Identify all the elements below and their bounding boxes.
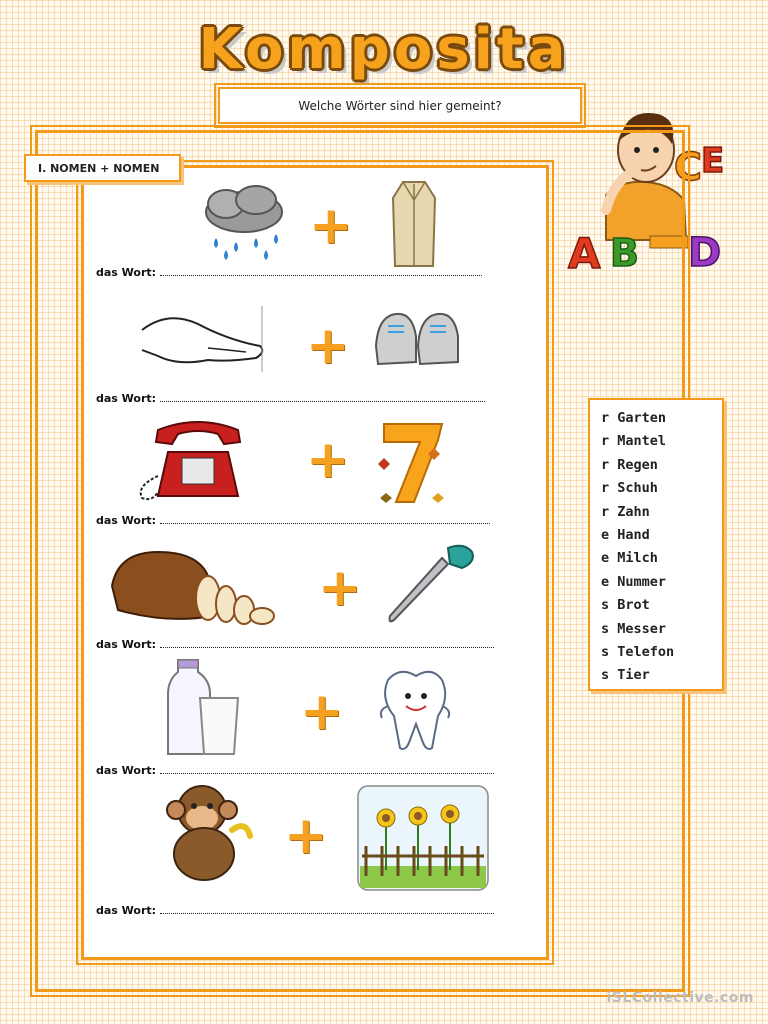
word-list-item: r Mantel <box>601 433 667 450</box>
answer-line <box>96 764 494 777</box>
shoes-icon <box>372 306 462 370</box>
answer-blank[interactable] <box>160 647 494 648</box>
plus-sign: + <box>318 558 362 618</box>
word-list-item: e Hand <box>601 527 650 544</box>
page-title: Komposita <box>198 17 570 82</box>
word-list-item: e Milch <box>601 550 658 567</box>
exercise-row <box>84 542 546 652</box>
answer-blank[interactable] <box>160 913 494 914</box>
svg-text:B: B <box>610 231 639 275</box>
word-list-item: s Tier <box>601 667 650 684</box>
word-list-item: s Telefon <box>601 644 675 661</box>
answer-label: das Wort: <box>96 266 157 279</box>
instruction-text: Welche Wörter sind hier gemeint? <box>298 98 502 113</box>
plus-sign: + <box>306 430 350 490</box>
svg-text:A: A <box>568 229 601 278</box>
answer-line <box>96 638 494 651</box>
answer-label: das Wort: <box>96 764 157 777</box>
answer-label: das Wort: <box>96 392 157 405</box>
exercise-row <box>84 298 546 408</box>
plus-sign: + <box>306 316 350 376</box>
answer-label: das Wort: <box>96 904 157 917</box>
svg-text:C: C <box>674 145 702 189</box>
plus-sign: + <box>284 806 328 866</box>
answer-line <box>96 514 490 527</box>
answer-label: das Wort: <box>96 638 157 651</box>
word-list-item: r Garten <box>601 410 667 426</box>
hand-icon <box>138 300 268 376</box>
answer-blank[interactable] <box>160 275 482 276</box>
answer-line <box>96 266 482 279</box>
watermark: iSLCollective.com <box>606 990 754 1006</box>
monkey-icon <box>160 780 260 884</box>
plus-sign: + <box>309 196 353 256</box>
answer-blank[interactable] <box>160 401 485 402</box>
exercise-row <box>84 656 546 777</box>
instruction-box <box>218 87 582 124</box>
section-label <box>24 154 181 182</box>
answer-label: das Wort: <box>96 514 157 527</box>
exercise-row <box>84 416 546 526</box>
word-list-item: r Schuh <box>601 480 658 497</box>
rain-cloud-icon <box>196 182 288 260</box>
svg-text:E: E <box>701 141 725 181</box>
knife-icon <box>384 544 478 628</box>
section-label-text: I. NOMEN + NOMEN <box>38 161 160 175</box>
milk-icon <box>164 658 242 758</box>
exercise-row <box>84 178 546 288</box>
bread-icon <box>108 546 278 630</box>
answer-blank[interactable] <box>160 523 490 524</box>
word-list-item: r Zahn <box>601 503 650 520</box>
garden-icon <box>356 784 490 892</box>
word-list-item: r Regen <box>601 456 658 473</box>
coat-icon <box>389 178 439 270</box>
tooth-icon <box>376 666 454 752</box>
word-list-box <box>588 398 724 691</box>
answer-line <box>96 392 485 405</box>
word-list-item: s Messer <box>601 620 667 637</box>
word-list-item: e Nummer <box>601 573 667 590</box>
answer-line <box>96 904 494 917</box>
plus-sign: + <box>300 682 344 742</box>
exercise-panel <box>81 165 549 960</box>
word-list-item: s Brot <box>601 597 650 614</box>
telephone-icon <box>128 416 264 502</box>
answer-blank[interactable] <box>160 773 494 774</box>
svg-text:D: D <box>688 230 722 276</box>
exercise-row <box>84 780 546 920</box>
number-seven-icon <box>374 418 452 510</box>
